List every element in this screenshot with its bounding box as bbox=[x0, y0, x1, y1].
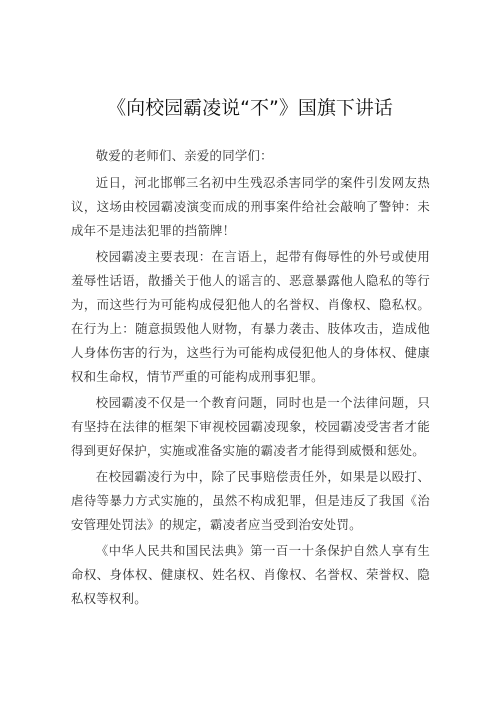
paragraph-civil-code: 《中华人民共和国民法典》第一百一十条保护自然人享有生命权、身体权、健康权、姓名权、肖像权、名誉权、荣誉权、隐私权等权利。 bbox=[71, 543, 430, 606]
page-title: 《向校园霸凌说“不”》国旗下讲话 bbox=[107, 97, 393, 119]
paragraph-manifestations: 校园霸凌主要表现：在言语上，起带有侮辱性的外号或使用羞辱性话语，散播关于他人的谣言的、恶意暴露他人隐私的等行为，而这些行为可能构成侵犯他人的名誉权、肖像权、隐私权。在行为上：随意损毁他人财物，有暴力袭击、肢体攻击，造成他人身体伤害的行为，这些行为可能构成侵犯他人的身体权、健康权和生命权，情节严重的可能构成刑事犯罪。 bbox=[71, 249, 430, 384]
paragraph-legal-issue: 校园霸凌不仅是一个教育问题，同时也是一个法律问题，只有坚持在法律的框架下审视校园霸凌现象，校园霸凌受害者才能得到更好保护，实施或准备实施的霸凌者才能得到威慑和惩处。 bbox=[71, 395, 430, 458]
speech-body bbox=[71, 144, 430, 611]
paragraph-incident: 近日，河北邯郸三名初中生残忍杀害同学的案件引发网友热议，这场由校园霸凌演变而成的刑事案件给社会敲响了警钟：未成年不是违法犯罪的挡箭牌！ bbox=[71, 175, 430, 238]
paragraph-penalties: 在校园霸凌行为中，除了民事赔偿责任外，如果是以殴打、虐待等暴力方式实施的，虽然不构成犯罪，但是违反了我国《治安管理处罚法》的规定，霸凌者应当受到治安处罚。 bbox=[71, 469, 430, 532]
greeting-line: 敬爱的老师们、亲爱的同学们： bbox=[95, 148, 273, 163]
